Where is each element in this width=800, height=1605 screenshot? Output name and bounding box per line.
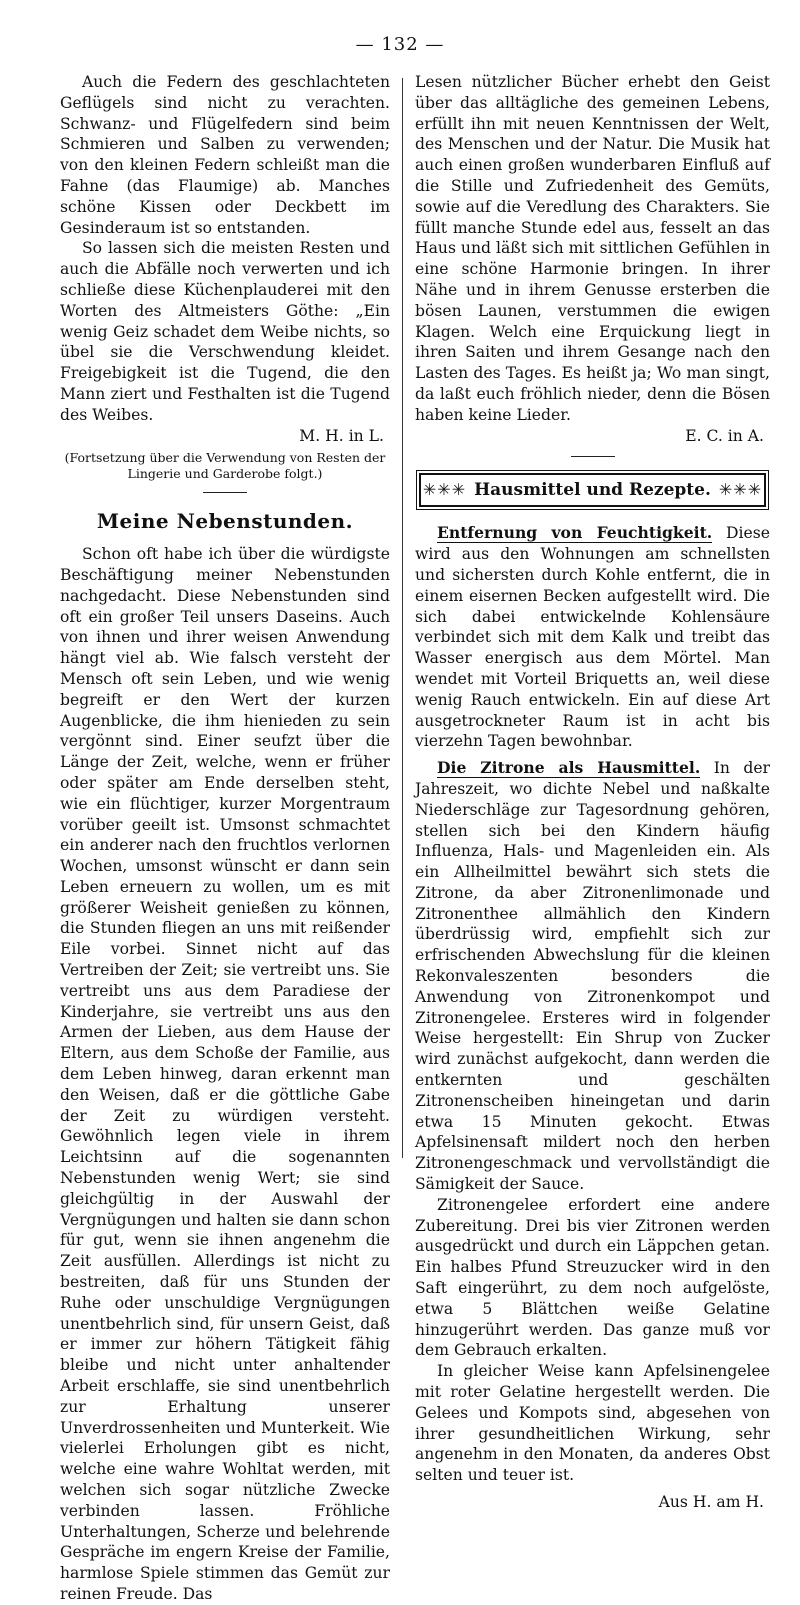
paragraph-zitronengelee: Zitronengelee erfordert eine andere Zubereitung. Drei bis vier Zitronen werden ausgedrückt und durch ein Läppchen getan. Ein halbes Pfund Streuzucker wird in den Saft eingerührt, zu dem noch aufgelöste, etwa 5 Blättchen weiße Gelatine hinzugerührt werden. Das ganze muß vor dem Gebrauch erkalten. [415, 1195, 770, 1360]
star-ornament-icon: ✳✳✳ [718, 479, 763, 499]
paragraph-apfelsinengelee: In gleicher Weise kann Apfelsinengelee mit roter Gelatine hergestellt werden. Die Gelees und Kompots sind, abgesehen von ihrer gesundheitlichen Wirkung, sehr angenehm in den Monaten, da anderes Obst selten und teuer ist. [415, 1362, 770, 1485]
section-title-box [419, 473, 766, 507]
recipe-text-feuchtigkeit: Diese wird aus den Wohnungen am schnellsten und sichersten durch Kohle entfernt, die in einem eisernen Becken aufgestellt wird. Die sich dabei entwickelnde Kohlensäure verbindet sich mit dem Kalk und treibt das Wasser energisch aus dem Mörtel. Man wendet mit Vorteil Briquetts an, weil diese wenig Rauch entwickeln. Ein auf diese Art ausgetrockneter Raum ist in acht bis vierzehn Tagen bewohnbar. [415, 524, 770, 751]
paragraph-feathers: Auch die Federn des geschlachteten Geflügels sind nicht zu verachten. Schwanz- und Flügelfedern sind beim Schmieren und Salben zu verwenden; von den kleinen Federn schleißt man die Fahne (das Flaumige) ab. Manches schöne Kissen oder Deckbett im Gesinderaum ist so entstanden. [60, 73, 390, 237]
recipe-text-zitrone: In der Jahreszeit, wo dichte Nebel und naßkalte Niederschläge zur Tagesordnung gehören, stellen sich bei den Kindern häufig Influenza, Hals- und Magenleiden ein. Als ein Allheilmittel bewährt sich stets die Zitrone, da aber Zitronenlimonade und Zitronenthee allmählich den Kindern überdrüssig wird, empfiehlt sich zur erfrischenden Abwechslung für die kleinen Rekonvaleszenten besonders die Anwendung von Zitronenkompot und Zitronengelee. Ersteres wird in folgender Weise hergestellt: Ein Shrup von Zucker wird zunächst aufgekocht, dann werden die entkernten und geschälten Zitronenscheiben hineingetan und darin etwa 15 Minuten gekocht. Etwas Apfelsinensaft mildert noch den herben Zitronengeschmack und vervollständigt die Sämigkeit der Sauce. [415, 759, 771, 1194]
star-ornament-icon: ✳✳✳ [422, 479, 467, 499]
right-column [415, 72, 770, 1513]
recipe-heading-zitrone: Die Zitrone als Hausmittel. [437, 758, 701, 778]
section-title-nebenstunden: Meine Nebenstunden. [96, 509, 354, 534]
section-rule [203, 492, 247, 493]
paragraph-reading-music: Lesen nützlicher Bücher erhebt den Geist über das alltägliche des gemeinen Lebens, erfüllt ihn mit neuen Kenntnissen der Welt, des Menschen und der Natur. Die Musik hat auch einen großen wunderbaren Einfluß auf die Stille und Zufriedenheit des Gemüts, sowie auf die Veredlung des Charakters. Sie füllt manche Stunde edel aus, fesselt an das Haus und läßt sich mit sittlichen Gefühlen in eine schöne Harmonie bringen. In ihrer Nähe und in ihrem Genusse ersterben die bösen Launen, verstummen die ewigen Klagen. Welch eine Erquickung liegt in ihren Saiten und ihrem Gesange nach den Lasten des Tages. Es heißt ja; Wo man singt, da laßt euch fröhlich nieder, denn die Bösen haben keine Lieder. [415, 73, 770, 424]
signature-aus-h: Aus H. am H. [658, 1493, 764, 1511]
continuation-note: (Fortsetzung über die Verwendung von Resten der Lingerie und Garderobe folgt.) [64, 450, 386, 482]
signature-e-c: E. C. in A. [685, 426, 764, 445]
page-number: — 132 — [355, 34, 445, 55]
left-column [60, 72, 390, 1605]
section-rule-right [571, 456, 615, 457]
signature-m-h: M. H. in L. [299, 426, 384, 445]
column-divider [402, 78, 403, 1158]
paragraph-nebenstunden: Schon oft habe ich über die würdigste Beschäftigung meiner Nebenstunden nachgedacht. Diese Nebenstunden sind oft ein großer Teil unsers Daseins. Auch von ihnen und ihrer weisen Anwendung hängt viel ab. Wie falsch versteht der Mensch oft sein Leben, und wie wenig begreift er den Wert der kurzen Augenblicke, die ihm hienieden zu sein vergönnt sind. Einer seufzt über die Länge der Zeit, welche, wenn er früher oder später am Ende derselben steht, wie ein flüchtiger, kurzer Morgentraum vorüber geeilt ist. Umsonst schmachtet ein anderer nach den fruchtlos verlornen Wochen, umsonst wünscht er dann sein Leben erneuern zu wollen, um es mit größerer Weisheit genießen zu können, die Stunden fliegen an uns mit reißender Eile vorbei. Sinnet nicht auf das Vertreiben der Zeit; sie vertreibt uns. Sie vertreibt uns aus dem Paradiese der Kinderjahre, sie vertreibt uns aus den Armen der Lieben, aus dem Hause der Eltern, aus dem Schoße der Familie, aus dem Leben hinweg, daran erkennt man den Weisen, daß er die göttliche Gabe der Zeit zu würdigen versteht. Gewöhnlich legen viele in ihrem Leichtsinn auf die sogenannten Nebenstunden wenig Wert; sie sind gleichgültig in der Auswahl der Vergnügungen und halten sie dann schon für gut, wenn sie ihnen angenehm die Zeit ausfüllen. Allerdings ist nicht zu bestreiten, daß für uns Stunden der Ruhe oder unschuldige Vergnügungen unentbehrlich sind, für unsern Geist, daß er immer zur höhern Tätigkeit fähig bleibe und nicht unter anhaltender Arbeit erschlaffe, sie sind unentbehrlich zur Erhaltung unserer Unverdrossenheiten und Munterkeit. Wie vielerlei Erholungen gibt es nicht, welche eine wahre Wohltat werden, mit welchen sich sogar nützliche Zwecke verbinden lassen. Fröhliche Unterhaltungen, Scherze und belehrende Gespräche im engern Kreise der Familie, harmlose Spiele stimmen das Gemüt zur reinen Freude. Das [60, 545, 390, 1603]
recipe-heading-feuchtigkeit: Entfernung von Feuchtigkeit. [437, 523, 713, 543]
paragraph-goethe-quote: So lassen sich die meisten Resten und auch die Abfälle noch verwerten und ich schließe diese Küchenplauderei mit den Worten des Altmeisters Göthe: „Ein wenig Geiz schadet dem Weibe nichts, so übel sie die Verschwendung kleidet. Freigebigkeit ist die Tugend, die den Mann ziert und Festhalten ist die Tugend des Weibes. [60, 239, 390, 424]
section-title-hausmittel: Hausmittel und Rezepte. [474, 479, 711, 500]
